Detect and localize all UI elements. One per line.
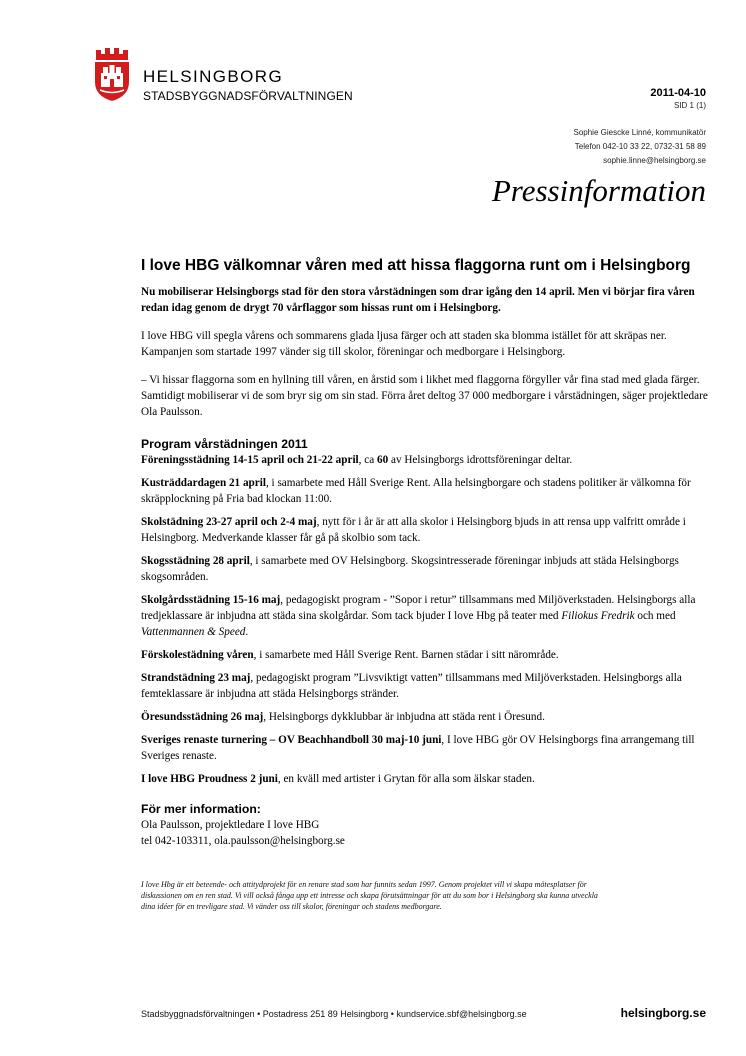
program-item: Förskolestädning våren, i samarbete med Håll Sverige Rent. Barnen städar i sitt närområde. — [141, 648, 559, 661]
project-about-note: I love Hbg är ett beteende- och attitydprojekt för en renare stad som har funnits sedan 1997. Genom projektet vill vi skapa mötesplatser för diskussionen om en ren stad. Vi vill också fånga upp ett intresse och skapa förutsättningar för att du som bor i Helsingborg ska kunna utveckla dina idéer för en trevligare stad. Vi vänder oss till skolor, föreningar och stadens medborgare. — [141, 879, 598, 911]
more-info-line: tel 042-103311, ola.paulsson@helsingborg.se — [141, 834, 345, 847]
program-item-name: Öresundsstädning 26 maj — [141, 710, 264, 723]
document-type-title: Pressinformation — [491, 173, 706, 208]
press-release-body — [141, 257, 711, 912]
contact-email: sophie.linne@helsingborg.se — [603, 156, 706, 165]
program-item: Skogsstädning 28 april, i samarbete med OV Helsingborg. Skogsintresserade föreningar inbjuds att städa Helsingborgs skogsområden. — [141, 554, 679, 583]
program-item: Öresundsstädning 26 maj, Helsingborgs dykklubbar är inbjudna att städa rent i Öresund. — [141, 710, 545, 723]
program-item: Kusträddardagen 21 april, i samarbete med Håll Sverige Rent. Alla helsingborgare och stadens politiker är välkomna för skräpplockning på Fria bad klockan 11:00. — [141, 476, 691, 505]
contact-name: Sophie Giescke Linné, kommunikatör — [573, 128, 706, 137]
more-info-block — [141, 801, 711, 849]
footer-address: Stadsbyggnadsförvaltningen • Postadress 251 89 Helsingborg • kundservice.sbf@helsingborg.se — [141, 1009, 527, 1019]
page-number: SID 1 (1) — [673, 101, 706, 110]
program-item-name: Sveriges renaste turnering – OV Beachhandboll 30 maj-10 juni — [141, 733, 442, 746]
article-paragraph: – Vi hissar flaggorna som en hyllning till våren, en årstid som i likhet med flaggorna förgyller vår fina stad med glada färger. Samtidigt mobiliserar vi de som bryr sig om sin stad. Förra året deltog 37 000 medborgare i vårstädningen, säger projektledare Ola Paulsson. — [141, 373, 708, 418]
program-item: Föreningsstädning 14-15 april och 21-22 april, ca 60 av Helsingborgs idrottsföreningar deltar. — [141, 453, 573, 466]
more-info-line: Ola Paulsson, projektledare I love HBG — [141, 818, 320, 831]
article-lead: Nu mobiliserar Helsingborgs stad för den stora vårstädningen som drar igång den 14 april. Men vi börjar fira våren redan idag genom de drygt 70 vårflaggor som hissas runt om i Helsingborg. — [141, 285, 695, 314]
program-item-name: Föreningsstädning 14-15 april och 21-22 april — [141, 453, 359, 466]
program-item-name: Kusträddardagen 21 april — [141, 476, 266, 489]
document-date: 2011-04-10 — [650, 87, 706, 99]
organization-name: HELSINGBORG — [143, 67, 284, 86]
program-item-name: Förskolestädning våren — [141, 648, 254, 661]
program-item: I love HBG Proudness 2 juni, en kväll med artister i Grytan för alla som älskar staden. — [141, 772, 535, 785]
department-name: STADSBYGGNADSFÖRVALTNINGEN — [143, 89, 353, 103]
program-item-name: Strandstädning 23 maj — [141, 671, 251, 684]
program-item: Strandstädning 23 maj, pedagogiskt program ”Livsviktigt vatten” tillsammans med Miljöverkstaden. Helsingborgs alla femteklassare är inbjudna att städa Helsingborgs stränder. — [141, 671, 682, 700]
program-item-name: Skogsstädning 28 april — [141, 554, 250, 567]
program-heading: Program vårstädningen 2011 — [141, 436, 308, 451]
more-info-heading: För mer information: — [141, 801, 261, 816]
article-title: I love HBG välkomnar våren med att hissa flaggorna runt om i Helsingborg — [141, 257, 691, 274]
program-item-name: Skolstädning 23-27 april och 2-4 maj — [141, 515, 317, 528]
program-item-name: Skolgårdsstädning 15-16 maj — [141, 593, 281, 606]
article-paragraph: I love HBG vill spegla vårens och sommarens glada ljusa färger och att staden ska blomma istället för att skräpas ner. Kampanjen som startade 1997 vänder sig till skolor, föreningar och medborgare i Helsingborg. — [141, 329, 667, 358]
helsingborg-crest-icon — [93, 46, 131, 102]
program-item: Skolstädning 23-27 april och 2-4 maj, nytt för i år är att alla skolor i Helsingborg bjuds in att rensa upp valfritt område i Helsingborg. Medverkande klasser får gå på skolbio som tack. — [141, 515, 686, 544]
program-item-name: I love HBG Proudness 2 juni — [141, 772, 278, 785]
program-item: Sveriges renaste turnering – OV Beachhandboll 30 maj-10 juni, I love HBG gör OV Helsingborgs fina arrangemang till Sveriges renaste. — [141, 733, 695, 762]
footer-website: helsingborg.se — [620, 1006, 706, 1020]
contact-phone: Telefon 042-10 33 22, 0732-31 58 89 — [574, 142, 706, 151]
program-item: Skolgårdsstädning 15-16 maj, pedagogiskt program - ”Sopor i retur” tillsammans med Miljöverkstaden. Helsingborgs alla tredjeklassare är inbjudna att städa sina skolgårdar. Som tack bjuder I love Hbg på teater med Filiokus Fredrik och med Vattenmannen & Speed. — [141, 593, 696, 638]
